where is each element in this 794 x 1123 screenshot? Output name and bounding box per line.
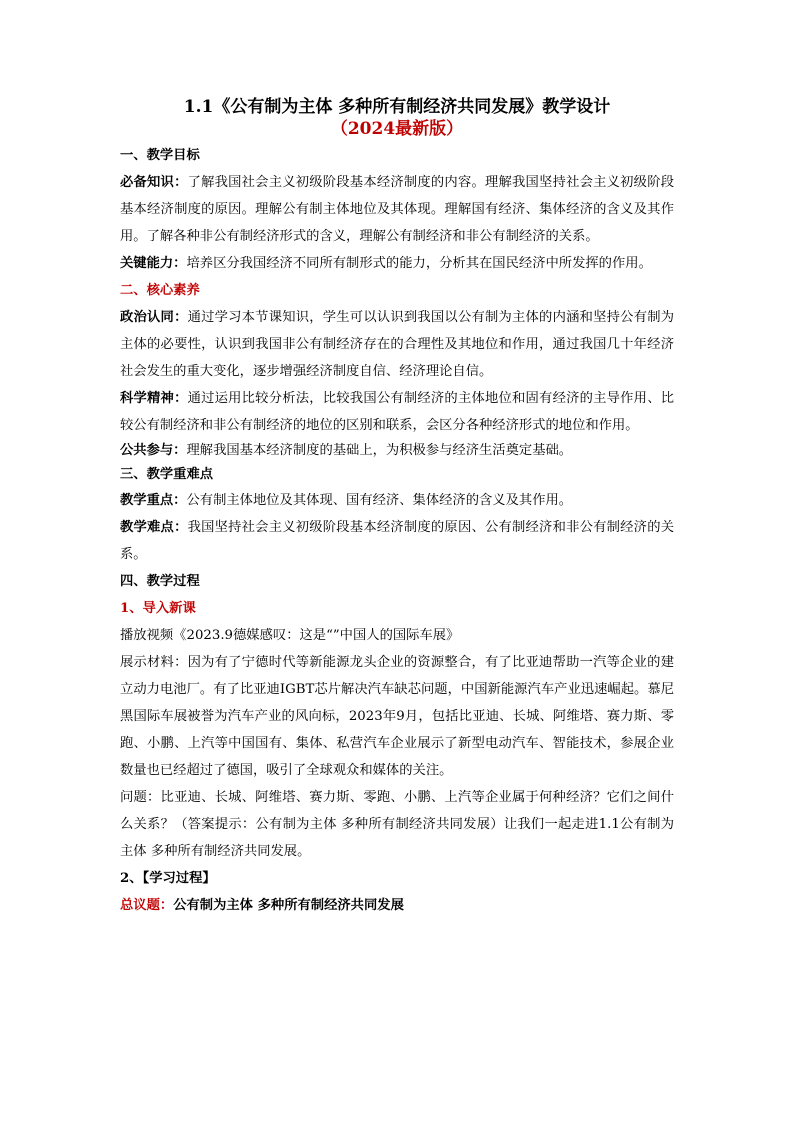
label-teaching-focus: 教学重点： <box>120 493 187 508</box>
label-key-ability: 关键能力： <box>120 256 187 271</box>
section-heading-objectives: 一、教学目标 <box>120 148 200 163</box>
document-title: 1.1《公有制为主体 多种所有制经济共同发展》教学设计 <box>183 97 611 117</box>
text-key-ability: 培养区分我国经济不同所有制形式的能力，分析其在国民经济中所发挥的作用。 <box>186 256 652 271</box>
paragraph-required-knowledge <box>120 169 674 250</box>
text-public-participation: 理解我国基本经济制度的基础上，为积极参与经济生活奠定基础。 <box>186 443 573 458</box>
paragraph-public-participation <box>120 439 674 463</box>
text-scientific-spirit: 通过运用比较分析法，比较我国公有制经济的主体地位和固有经济的主导作用、比较公有制经济和非公有制经济的地位的区别和联系，会区分各种经济形式的地位和作用。 <box>120 391 675 433</box>
label-public-participation: 公共参与： <box>120 443 187 458</box>
section-heading-core-literacy: 二、核心素养 <box>120 283 200 298</box>
section-heading-key-points: 三、教学重难点 <box>120 467 214 482</box>
paragraph-scientific-spirit <box>120 385 674 439</box>
text-teaching-focus: 公有制主体地位及其体现、国有经济、集体经济的含义及其作用。 <box>186 493 573 508</box>
label-required-knowledge: 必备知识： <box>120 175 188 190</box>
text-main-topic: 公有制为主体 多种所有制经济共同发展 <box>173 898 404 913</box>
text-political-identity: 通过学习本节课知识，学生可以认识到我国以公有制为主体的内涵和坚持公有制为主体的必要性，认识到我国非公有制经济存在的合理性及其地位和作用，通过我国几十年经济社会发生的重大变化，逐步增强经济制度自信、经济理论自信。 <box>120 310 675 379</box>
paragraph-political-identity <box>120 304 674 385</box>
paragraph-main-topic <box>120 892 674 919</box>
document-subtitle: （2024最新版） <box>330 119 464 139</box>
section-heading-process: 四、教学过程 <box>120 574 200 589</box>
subheading-introduction: 1、导入新课 <box>120 601 196 616</box>
text-teaching-difficulty: 我国坚持社会主义初级阶段基本经济制度的原因、公有制经济和非公有制经济的关系。 <box>120 520 675 562</box>
label-teaching-difficulty: 教学难点： <box>120 520 188 535</box>
label-political-identity: 政治认同： <box>120 310 188 325</box>
paragraph-key-ability <box>120 250 674 277</box>
paragraph-teaching-difficulty <box>120 514 674 568</box>
label-scientific-spirit: 科学精神： <box>120 391 188 406</box>
paragraph-material: 展示材料：因为有了宁德时代等新能源龙头企业的资源整合，有了比亚迪帮助一汽等企业的建立动力电池厂。有了比亚迪IGBT芯片解决汽车缺芯问题，中国新能源汽车产业迅速崛起。慕尼黑国际车展被誉为汽车产业的风向标，2023年9月，包括比亚迪、长城、阿维塔、赛力斯、零跑、小鹏、上汽等中国国有、集体、私营汽车企业展示了新型电动汽车、智能技术，参展企业数量也已经超过了德国，吸引了全球观众和媒体的关注。 <box>120 655 674 778</box>
paragraph-video: 播放视频《2023.9德媒感叹：这是“”中国人的国际车展》 <box>120 628 460 643</box>
label-main-topic: 总议题： <box>120 898 174 913</box>
paragraph-question: 问题：比亚迪、长城、阿维塔、赛力斯、零跑、小鹏、上汽等企业属于何种经济？它们之间什么关系？（答案提示：公有制为主体 多种所有制经济共同发展）让我们一起走进1.1公有制为主体 多种所有制经济共同发展。 <box>120 790 674 859</box>
text-required-knowledge: 了解我国社会主义初级阶段基本经济制度的内容。理解我国坚持社会主义初级阶段基本经济制度的原因。理解公有制主体地位及其体现。理解国有经济、集体经济的含义及其作用。了解各种非公有制经济形式的含义，理解公有制经济和非公有制经济的关系。 <box>120 175 675 244</box>
paragraph-teaching-focus <box>120 487 674 514</box>
subheading-learning-process: 2、【学习过程】 <box>120 871 216 886</box>
